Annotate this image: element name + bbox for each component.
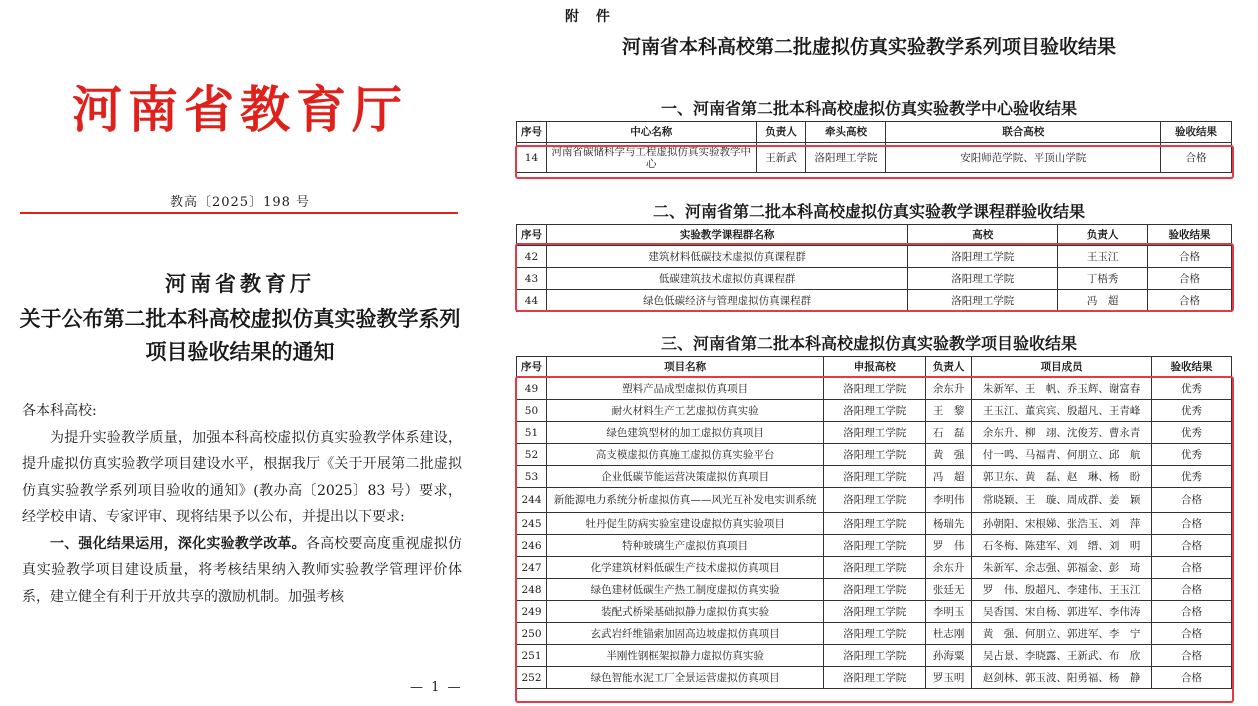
table-cell: 绿色建材低碳生产热工制度虚拟仿真实验	[546, 579, 823, 601]
table-cell: 252	[517, 667, 547, 689]
table-header-row	[517, 357, 1232, 378]
table-cell: 250	[517, 623, 547, 645]
table-cell: 特种玻璃生产虚拟仿真项目	[546, 535, 823, 557]
table-row	[517, 601, 1232, 623]
table-cell: 孙朝阳、宋根娣、张浩玉、刘 萍	[972, 513, 1152, 535]
table-cell: 吴占景、李晓露、王新武、布 欣	[972, 645, 1152, 667]
table-cell: 常晓颖、王 璇、周成群、姜 颖	[972, 488, 1152, 513]
table-cell: 洛阳理工学院	[824, 466, 926, 488]
table-cell: 洛阳理工学院	[824, 513, 926, 535]
table-row	[517, 535, 1232, 557]
table-cell: 石冬梅、陈建军、刘 缙、刘 明	[972, 535, 1152, 557]
table-row	[517, 143, 1232, 173]
table-cell: 付一鸣、马福青、何朋立、邱 航	[972, 444, 1152, 466]
right-attachment-page	[480, 0, 1258, 706]
table-cell: 洛阳理工学院	[824, 557, 926, 579]
table-cell: 安阳师范学院、平顶山学院	[886, 143, 1161, 173]
table-cell: 朱新军、王 帆、乔玉辉、谢富春	[972, 378, 1152, 400]
red-divider-line	[20, 212, 458, 214]
column-header: 序号	[517, 357, 547, 378]
table-row	[517, 488, 1232, 513]
table-cell: 合格	[1148, 290, 1232, 312]
attachment-label: 附 件	[565, 9, 616, 25]
table-cell: 孙海粟	[926, 645, 972, 667]
column-header: 负责人	[756, 122, 806, 143]
table-cell: 杜志刚	[926, 623, 972, 645]
table-row	[517, 623, 1232, 645]
column-header: 项目成员	[972, 357, 1152, 378]
paragraph-text: 各高校要高度重视虚拟仿真实验教学项目建设质量，将考核结果纳入教师实验教学管理评价体系，建立健全有利于开放共享的激励机制。加强考核	[22, 535, 463, 605]
table-cell: 王玉江	[1058, 246, 1148, 268]
course-group-results-table	[516, 224, 1232, 312]
table-cell: 洛阳理工学院	[806, 143, 886, 173]
table-row	[517, 466, 1232, 488]
table-cell: 郭卫东、黄 磊、赵 琳、杨 盼	[972, 466, 1152, 488]
table-cell: 洛阳理工学院	[824, 422, 926, 444]
table-cell: 王 黎	[926, 400, 972, 422]
notice-body	[22, 398, 462, 610]
salutation: 各本科高校:	[22, 403, 97, 419]
table-row	[517, 579, 1232, 601]
table-cell: 牡丹促生防病实验室建设虚拟仿真实验项目	[546, 513, 823, 535]
notice-title-line: 项目验收结果的通知	[145, 339, 335, 364]
table-cell: 248	[517, 579, 547, 601]
table-cell: 冯 超	[926, 466, 972, 488]
column-header: 项目名称	[546, 357, 823, 378]
table-cell: 赵剑林、郭玉波、阳勇福、杨 静	[972, 667, 1152, 689]
table-cell: 洛阳理工学院	[908, 290, 1058, 312]
page-number: — 1 —	[410, 680, 463, 695]
section-title-project: 三、河南省第二批本科高校虚拟仿真实验教学项目验收结果	[660, 334, 1077, 353]
table-row	[517, 444, 1232, 466]
table-cell: 244	[517, 488, 547, 513]
project-results-table	[516, 356, 1232, 689]
table-cell: 优秀	[1152, 422, 1232, 444]
table-row	[517, 667, 1232, 689]
column-header: 牵头高校	[806, 122, 886, 143]
section-title-course-group: 二、河南省第二批本科高校虚拟仿真实验教学课程群验收结果	[652, 202, 1085, 221]
column-header: 负责人	[1058, 225, 1148, 246]
paragraph: 为提升实验教学质量，加强本科高校虚拟仿真实验教学体系建设，提升虚拟仿真实验教学项目建设水平，根据我厅《关于开展第二批虚拟仿真实验教学系列项目验收的通知》(教办高〔2025〕83 号）要求，经学校申请、专家评审、现将结果予以公布，并提出以下要求:	[22, 429, 462, 525]
table-cell: 绿色建筑型材的加工虚拟仿真项目	[546, 422, 823, 444]
table-cell: 249	[517, 601, 547, 623]
left-document-page	[0, 0, 480, 706]
table-cell: 14	[517, 143, 547, 173]
table-cell: 合格	[1152, 645, 1232, 667]
paragraph-heading: 一、强化结果运用，深化实验教学改革。	[50, 535, 306, 552]
table-cell: 余东升、柳 翊、沈俊芳、曹永青	[972, 422, 1152, 444]
table-cell: 合格	[1148, 268, 1232, 290]
table-cell: 246	[517, 535, 547, 557]
column-header: 实验教学课程群名称	[546, 225, 907, 246]
table-cell: 42	[517, 246, 547, 268]
table-cell: 石 磊	[926, 422, 972, 444]
column-header: 序号	[517, 225, 547, 246]
table-cell: 洛阳理工学院	[908, 268, 1058, 290]
table-cell: 合格	[1152, 601, 1232, 623]
table-cell: 洛阳理工学院	[824, 623, 926, 645]
table-cell: 优秀	[1152, 466, 1232, 488]
table-cell: 247	[517, 557, 547, 579]
table-cell: 优秀	[1152, 378, 1232, 400]
table-cell: 杨瑞先	[926, 513, 972, 535]
column-header: 高校	[908, 225, 1058, 246]
table-cell: 冯 超	[1058, 290, 1148, 312]
table-cell: 化学建筑材料低碳生产技术虚拟仿真项目	[546, 557, 823, 579]
paragraph	[22, 531, 462, 611]
table-cell: 李明玉	[926, 601, 972, 623]
table-cell: 王新武	[756, 143, 806, 173]
table-cell: 绿色智能水泥工厂全景运营虚拟仿真项目	[546, 667, 823, 689]
document-number: 教高〔2025〕198 号	[169, 195, 311, 210]
table-cell: 49	[517, 378, 547, 400]
table-cell: 245	[517, 513, 547, 535]
table-cell: 丁梧秀	[1058, 268, 1148, 290]
table-row	[517, 268, 1232, 290]
table-header-row	[517, 225, 1232, 246]
table-cell: 洛阳理工学院	[824, 444, 926, 466]
table-row	[517, 557, 1232, 579]
table-cell: 塑料产品成型虚拟仿真项目	[546, 378, 823, 400]
table-cell: 优秀	[1152, 400, 1232, 422]
table-cell: 黄 强	[926, 444, 972, 466]
table-cell: 罗 伟、殷超凡、李建伟、王玉江	[972, 579, 1152, 601]
table-row	[517, 422, 1232, 444]
column-header: 中心名称	[546, 122, 756, 143]
notice-title-issuer: 河南省教育厅	[165, 271, 315, 296]
table-cell: 高支模虚拟仿真施工虚拟仿真实验平台	[546, 444, 823, 466]
masthead: 河南省教育厅	[72, 80, 408, 139]
table-cell: 罗玉明	[926, 667, 972, 689]
table-cell: 新能源电力系统分析虚拟仿真——风光互补发电实训系统	[546, 488, 823, 513]
table-cell: 合格	[1152, 535, 1232, 557]
table-cell: 合格	[1152, 579, 1232, 601]
table-row	[517, 246, 1232, 268]
table-cell: 洛阳理工学院	[824, 601, 926, 623]
column-header: 验收结果	[1148, 225, 1232, 246]
table-cell: 优秀	[1152, 444, 1232, 466]
table-cell: 余东升	[926, 557, 972, 579]
table-row	[517, 513, 1232, 535]
table-cell: 洛阳理工学院	[824, 667, 926, 689]
table-cell: 半刚性钢框架拟静力虚拟仿真实验	[546, 645, 823, 667]
table-cell: 洛阳理工学院	[824, 645, 926, 667]
table-cell: 洛阳理工学院	[824, 400, 926, 422]
table-header-row	[517, 122, 1232, 143]
column-header: 申报高校	[824, 357, 926, 378]
table-cell: 王玉江、董宾宾、殷超凡、王青峰	[972, 400, 1152, 422]
column-header: 序号	[517, 122, 547, 143]
table-row	[517, 290, 1232, 312]
table-cell: 张廷无	[926, 579, 972, 601]
table-cell: 洛阳理工学院	[824, 488, 926, 513]
table-cell: 吴香国、宋自杨、郭进军、李伟涛	[972, 601, 1152, 623]
table-cell: 装配式桥梁基础拟静力虚拟仿真实验	[546, 601, 823, 623]
table-cell: 企业低碳节能运营决策虚拟仿真项目	[546, 466, 823, 488]
column-header: 联合高校	[886, 122, 1161, 143]
table-cell: 合格	[1152, 513, 1232, 535]
column-header: 验收结果	[1161, 122, 1232, 143]
table-cell: 合格	[1152, 488, 1232, 513]
table-cell: 耐火材料生产工艺虚拟仿真实验	[546, 400, 823, 422]
table-cell: 合格	[1152, 623, 1232, 645]
table-cell: 罗 伟	[926, 535, 972, 557]
table-cell: 51	[517, 422, 547, 444]
table-row	[517, 378, 1232, 400]
table-cell: 洛阳理工学院	[908, 246, 1058, 268]
table-cell: 洛阳理工学院	[824, 535, 926, 557]
table-cell: 绿色低碳经济与管理虚拟仿真课程群	[546, 290, 907, 312]
table-cell: 黄 强、何朋立、郭进军、李 宁	[972, 623, 1152, 645]
table-cell: 43	[517, 268, 547, 290]
table-cell: 50	[517, 400, 547, 422]
table-cell: 低碳建筑技术虚拟仿真课程群	[546, 268, 907, 290]
table-cell: 合格	[1152, 557, 1232, 579]
table-row	[517, 645, 1232, 667]
table-cell: 余东升	[926, 378, 972, 400]
attachment-title: 河南省本科高校第二批虚拟仿真实验教学系列项目验收结果	[621, 36, 1116, 58]
table-cell: 李明伟	[926, 488, 972, 513]
table-cell: 河南省碳储科学与工程虚拟仿真实验教学中心	[546, 143, 756, 173]
notice-title-line: 关于公布第二批本科高校虚拟仿真实验教学系列	[19, 306, 461, 331]
table-cell: 建筑材料低碳技术虚拟仿真课程群	[546, 246, 907, 268]
table-cell: 洛阳理工学院	[824, 579, 926, 601]
table-cell: 合格	[1152, 667, 1232, 689]
section-title-center: 一、河南省第二批本科高校虚拟仿真实验教学中心验收结果	[660, 99, 1077, 118]
table-cell: 玄武岩纤维锚索加固高边坡虚拟仿真项目	[546, 623, 823, 645]
table-cell: 合格	[1161, 143, 1232, 173]
table-cell: 53	[517, 466, 547, 488]
table-row	[517, 400, 1232, 422]
table-cell: 朱新军、余志强、郭福金、彭 琦	[972, 557, 1152, 579]
center-results-table	[516, 121, 1232, 173]
table-cell: 合格	[1148, 246, 1232, 268]
column-header: 负责人	[926, 357, 972, 378]
table-cell: 44	[517, 290, 547, 312]
table-cell: 251	[517, 645, 547, 667]
table-cell: 洛阳理工学院	[824, 378, 926, 400]
column-header: 验收结果	[1152, 357, 1232, 378]
table-cell: 52	[517, 444, 547, 466]
